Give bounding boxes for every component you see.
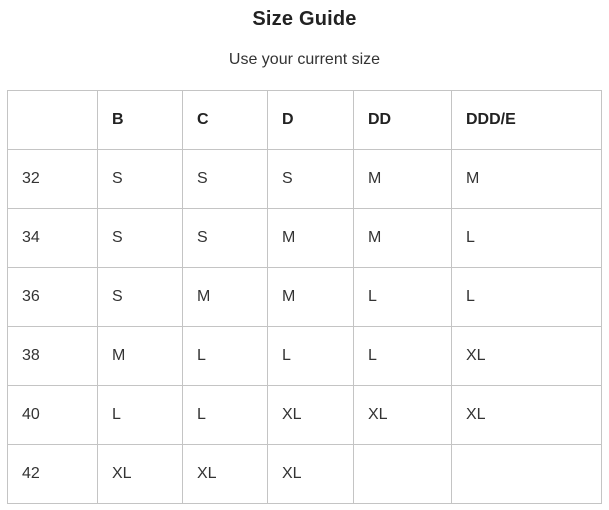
size-cell: L	[354, 268, 452, 327]
table-header-row	[8, 91, 602, 150]
size-cell	[452, 445, 602, 504]
table-row	[8, 327, 602, 386]
size-cell: L	[354, 327, 452, 386]
size-cell: M	[354, 209, 452, 268]
band-size-cell: 34	[8, 209, 98, 268]
size-cell: XL	[452, 327, 602, 386]
size-cell: L	[452, 268, 602, 327]
size-cell: L	[98, 386, 183, 445]
table-row	[8, 445, 602, 504]
size-cell	[354, 445, 452, 504]
header-cell-cup-dd: DD	[354, 91, 452, 150]
size-cell: S	[268, 150, 354, 209]
size-cell: XL	[268, 445, 354, 504]
header-cell-cup-d: D	[268, 91, 354, 150]
size-cell: M	[98, 327, 183, 386]
band-size-cell: 36	[8, 268, 98, 327]
size-cell: M	[452, 150, 602, 209]
size-cell: XL	[183, 445, 268, 504]
size-cell: M	[268, 268, 354, 327]
table-row	[8, 150, 602, 209]
size-cell: XL	[98, 445, 183, 504]
header-cell-cup-ddd-e: DDD/E	[452, 91, 602, 150]
size-cell: M	[354, 150, 452, 209]
size-cell: S	[98, 209, 183, 268]
size-cell: L	[452, 209, 602, 268]
band-size-cell: 42	[8, 445, 98, 504]
size-cell: L	[268, 327, 354, 386]
page-subtitle: Use your current size	[228, 51, 381, 68]
size-cell: XL	[452, 386, 602, 445]
table-row	[8, 386, 602, 445]
size-cell: M	[268, 209, 354, 268]
size-cell: XL	[268, 386, 354, 445]
size-cell: L	[183, 386, 268, 445]
page-title: Size Guide	[252, 8, 357, 30]
table-row	[8, 268, 602, 327]
size-cell: XL	[354, 386, 452, 445]
band-size-cell: 32	[8, 150, 98, 209]
size-cell: S	[98, 268, 183, 327]
size-cell: S	[183, 150, 268, 209]
size-cell: M	[183, 268, 268, 327]
header-cell-cup-c: C	[183, 91, 268, 150]
size-cell: S	[98, 150, 183, 209]
size-guide-table	[7, 90, 602, 504]
header-cell-cup-b: B	[98, 91, 183, 150]
band-size-cell: 40	[8, 386, 98, 445]
size-cell: S	[183, 209, 268, 268]
header-cell-corner	[8, 91, 98, 150]
band-size-cell: 38	[8, 327, 98, 386]
table-row	[8, 209, 602, 268]
size-cell: L	[183, 327, 268, 386]
